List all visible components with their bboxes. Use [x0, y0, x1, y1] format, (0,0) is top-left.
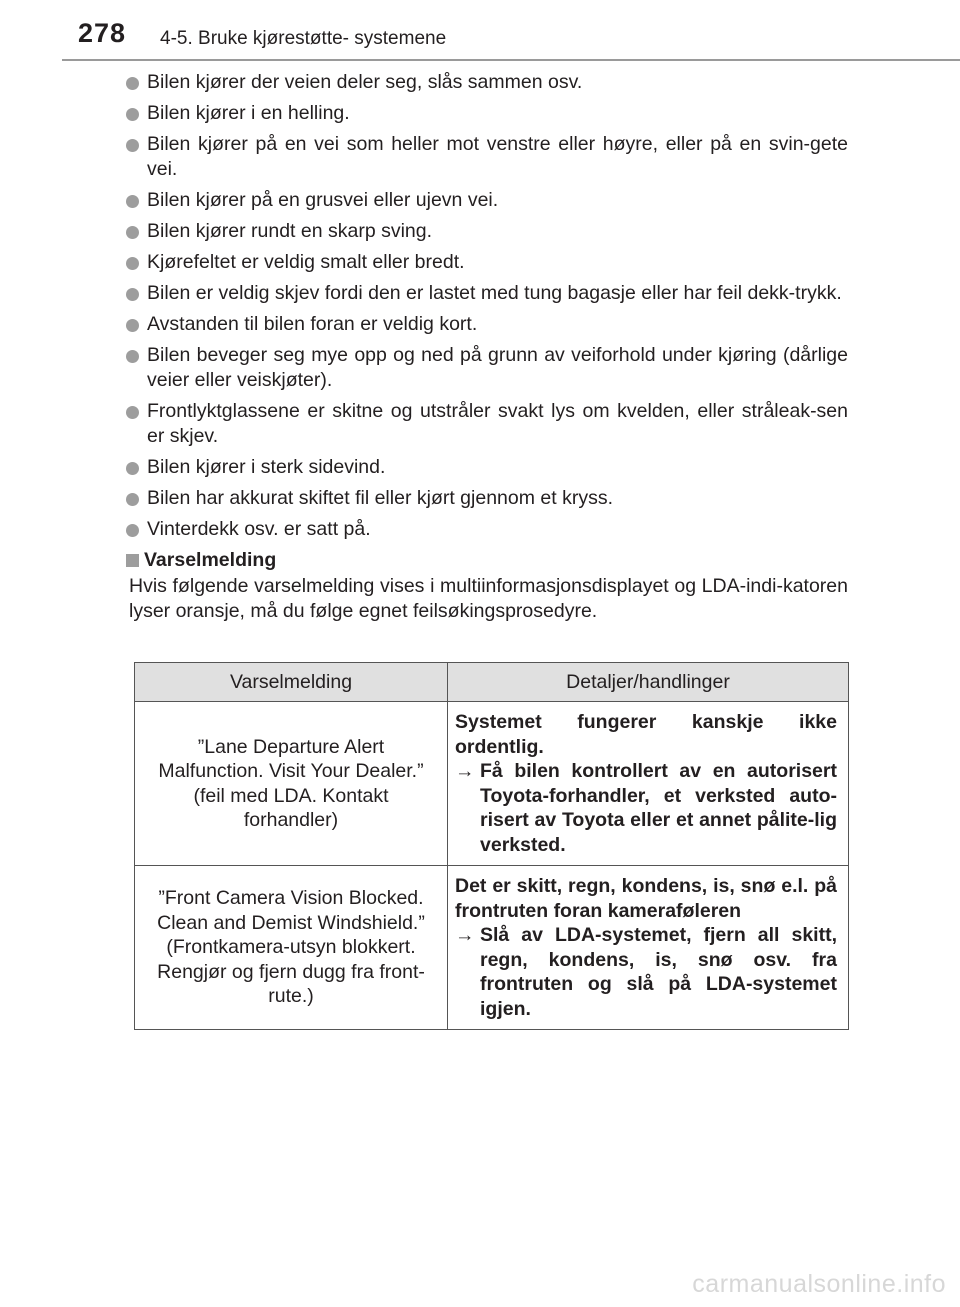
- list-item: [126, 399, 848, 449]
- list-item: [126, 101, 848, 126]
- list-item: [126, 188, 848, 213]
- table-row: [135, 702, 849, 866]
- action-step: [455, 759, 837, 857]
- list-item: [126, 312, 848, 337]
- bullet-dot-icon: [126, 195, 139, 208]
- list-item-text: Vinterdekk osv. er satt på.: [147, 518, 371, 540]
- bullet-dot-icon: [126, 350, 139, 363]
- arrow-right-icon: →: [455, 924, 475, 946]
- detail-text: Systemet fungerer kanskje ikke ordentlig.: [455, 711, 837, 758]
- warning-message-cell: ”Lane Departure Alert Malfunction. Visit Your Dealer.” (feil med LDA. Kontakt forhandler): [135, 702, 448, 866]
- list-item-text: Bilen har akkurat skiftet fil eller kjørt gjennom et kryss.: [147, 487, 613, 509]
- list-item-text: Bilen kjører rundt en skarp sving.: [147, 220, 433, 242]
- arrow-right-icon: →: [455, 760, 475, 782]
- page-number: 278: [78, 18, 127, 48]
- warning-heading-text: Varselmelding: [144, 549, 277, 571]
- list-item-text: Bilen kjører på en vei som heller mot venstre eller høyre, eller på en svin-gete vei.: [147, 133, 848, 180]
- list-item: [126, 281, 848, 306]
- column-header-message: Varselmelding: [135, 663, 448, 702]
- section-title: 4-5. Bruke kjørestøtte- systemene: [160, 28, 447, 49]
- bullet-dot-icon: [126, 257, 139, 270]
- list-item: [126, 517, 848, 542]
- table-header-row: [135, 663, 849, 702]
- square-bullet-icon: [126, 554, 139, 567]
- bullet-dot-icon: [126, 319, 139, 332]
- list-item-text: Bilen kjører i sterk sidevind.: [147, 456, 386, 478]
- warning-message-table: [134, 662, 849, 1030]
- action-text: Få bilen kontrollert av en autorisert Toyota-forhandler, et verksted auto-risert av Toyota eller et annet pålite-lig verksted.: [480, 760, 837, 856]
- list-item: [126, 343, 848, 393]
- list-item-text: Bilen kjører i en helling.: [147, 102, 350, 124]
- bullet-dot-icon: [126, 139, 139, 152]
- list-item-text: Bilen kjører på en grusvei eller ujevn vei.: [147, 189, 499, 211]
- list-item: [126, 70, 848, 95]
- list-item-text: Frontlyktglassene er skitne og utstråler svakt lys om kvelden, eller stråleak-sen er skjev.: [147, 400, 848, 447]
- table-row: [135, 866, 849, 1030]
- list-item-text: Avstanden til bilen foran er veldig kort.: [147, 313, 478, 335]
- bullet-dot-icon: [126, 406, 139, 419]
- warning-section-heading: [126, 548, 848, 573]
- bullet-dot-icon: [126, 524, 139, 537]
- bullet-dot-icon: [126, 462, 139, 475]
- column-header-details: Detaljer/handlinger: [448, 663, 849, 702]
- header-divider: [62, 59, 960, 61]
- warning-section-intro: Hvis følgende varselmelding vises i multiinformasjonsdisplayet og LDA-indi-katoren lyser oransje, må du følge egnet feilsøkingsprosedyre.: [129, 575, 848, 622]
- list-item: [126, 486, 848, 511]
- bullet-dot-icon: [126, 226, 139, 239]
- list-item-text: Bilen beveger seg mye opp og ned på grunn av veiforhold under kjøring (dårlige veier eller veiskjøter).: [147, 344, 848, 391]
- detail-cell: [448, 866, 849, 1030]
- detail-cell: [448, 702, 849, 866]
- list-item: [126, 250, 848, 275]
- list-item-text: Bilen kjører der veien deler seg, slås sammen osv.: [147, 71, 583, 93]
- warning-message-cell: ”Front Camera Vision Blocked. Clean and Demist Windshield.” (Frontkamera-utsyn blokkert. Rengjør og fjern dugg fra front-rute.): [135, 866, 448, 1030]
- list-item: [126, 219, 848, 244]
- detail-text: Det er skitt, regn, kondens, is, snø e.l. på frontruten foran kameraføleren: [455, 875, 837, 922]
- bullet-dot-icon: [126, 108, 139, 121]
- list-item-text: Kjørefeltet er veldig smalt eller bredt.: [147, 251, 465, 273]
- site-watermark: carmanualsonline.info: [692, 1270, 946, 1298]
- list-item-text: Bilen er veldig skjev fordi den er lastet med tung bagasje eller har feil dekk-trykk.: [147, 282, 842, 304]
- action-text: Slå av LDA-systemet, fjern all skitt, regn, kondens, is, snø osv. fra frontruten og slå på LDA-systemet igjen.: [480, 924, 837, 1020]
- page-header: [0, 0, 960, 62]
- list-item: [126, 455, 848, 480]
- list-item: [126, 132, 848, 182]
- bullet-dot-icon: [126, 288, 139, 301]
- condition-list: [126, 70, 848, 542]
- action-step: [455, 923, 837, 1021]
- bullet-dot-icon: [126, 77, 139, 90]
- bullet-dot-icon: [126, 493, 139, 506]
- main-content: [126, 70, 848, 624]
